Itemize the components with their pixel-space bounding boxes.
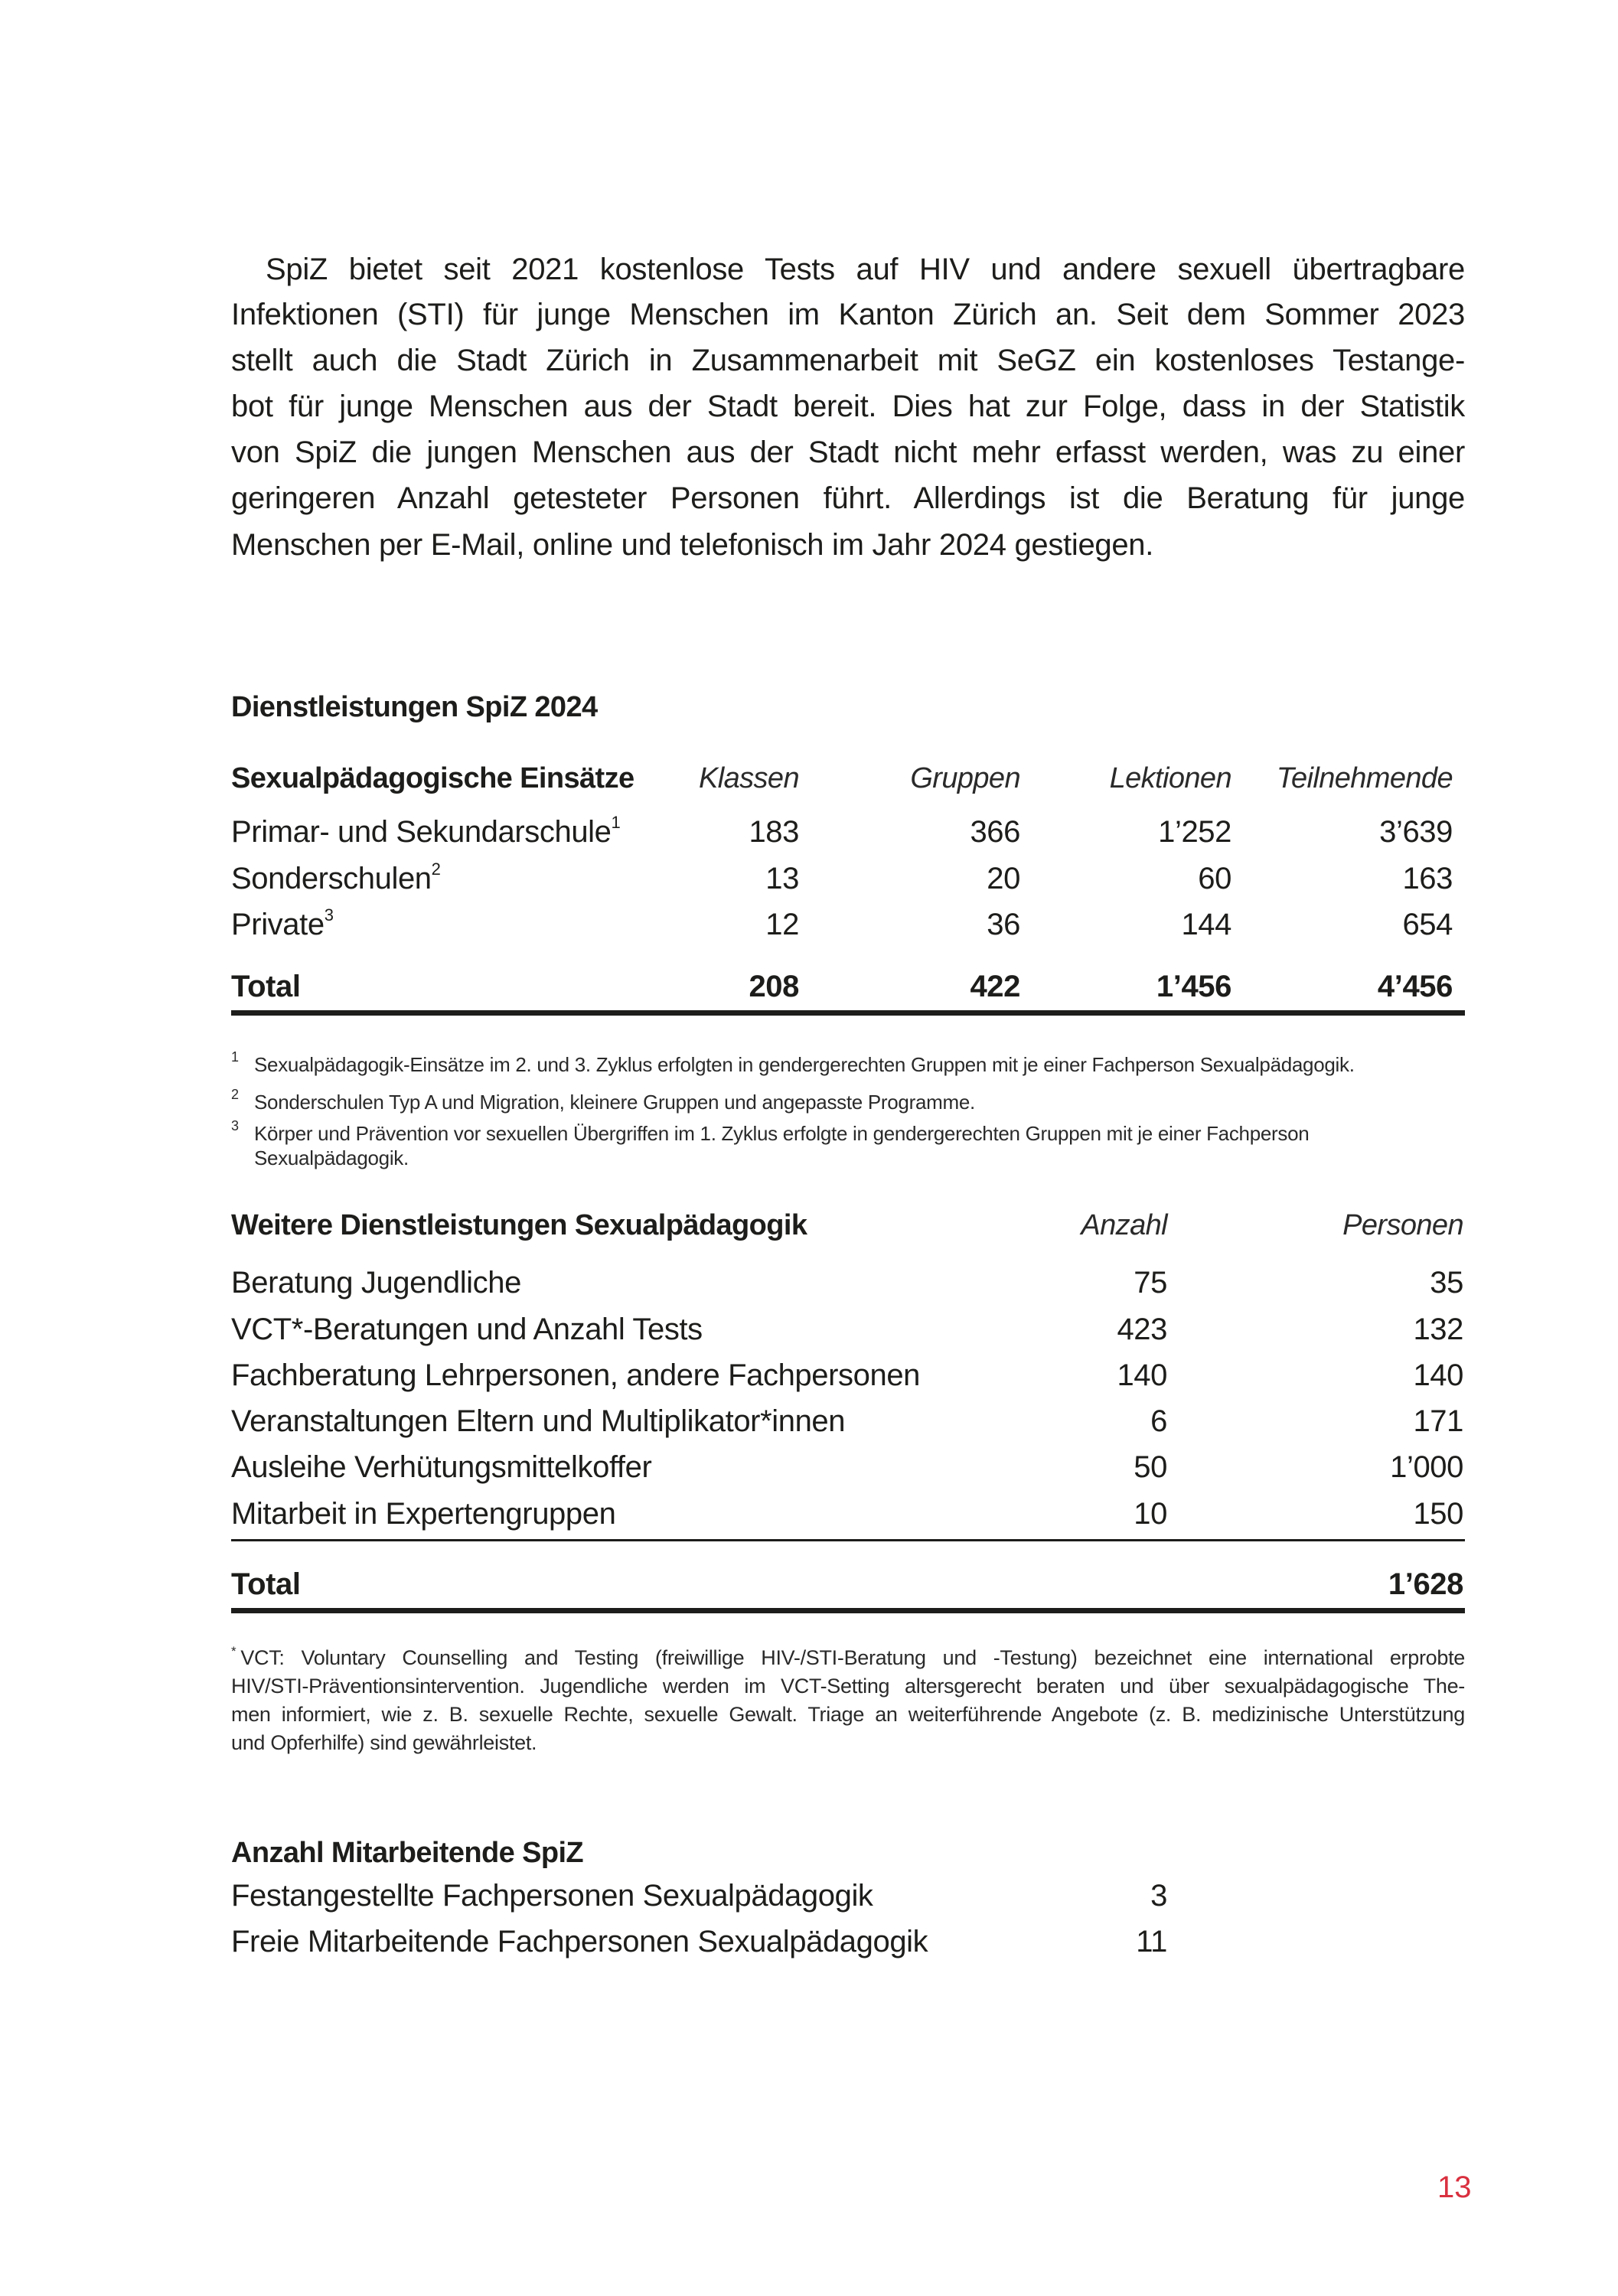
cell-anzahl: 10: [1134, 1497, 1167, 1531]
row-label: Beratung Jugendliche: [231, 1266, 521, 1300]
row-label: Mitarbeit in Expertengruppen: [231, 1497, 616, 1531]
footnote-text: Körper und Prävention vor sexuellen Übergriffen im 1. Zyklus erfolgte in gendergerechten Gruppen mit je einer Fachperson: [254, 1122, 1310, 1145]
footnote-mark: 2: [231, 1087, 239, 1102]
vct-footnote-line: HIV/STI-Präventionsintervention. Jugendliche werden im VCT-Setting altersgerecht beraten und über sexualpädagogische The-: [231, 1675, 1465, 1698]
table-row: [231, 1263, 1465, 1298]
cell-gruppen: 366: [970, 815, 1020, 849]
footnote-ref: 3: [324, 905, 334, 925]
section-title-services: Dienstleistungen SpiZ 2024: [231, 691, 598, 723]
intro-line: SpiZ bietet seit 2021 kostenlose Tests auf HIV und andere sexuell übertragbare: [266, 253, 1465, 286]
table-total-row: [231, 967, 1465, 1002]
row-label: Ausleihe Verhütungsmittelkoffer: [231, 1450, 652, 1484]
cell-gruppen: 36: [987, 908, 1020, 941]
column-header-personen: Personen: [1342, 1209, 1463, 1241]
cell-personen: 171: [1413, 1404, 1463, 1438]
total-lektionen: 1’456: [1156, 970, 1231, 1003]
cell-klassen: 12: [765, 908, 799, 941]
column-header-lektionen: Lektionen: [1109, 762, 1231, 794]
asterisk-mark: *: [231, 1644, 237, 1658]
row-label: Sonderschulen$^2$: [231, 859, 441, 895]
column-header-gruppen: Gruppen: [910, 762, 1020, 794]
footnote-mark: 1: [231, 1049, 239, 1065]
column-header-teilnehmende: Teilnehmende: [1276, 762, 1453, 794]
intro-line: geringeren Anzahl getesteter Personen führt. Allerdings ist die Beratung für junge: [231, 481, 1465, 515]
cell-personen: 1’000: [1390, 1450, 1463, 1484]
staff-label: Festangestellte Fachpersonen Sexualpädagogik: [231, 1879, 873, 1913]
cell-personen: 35: [1430, 1266, 1463, 1300]
table-row: [231, 1447, 1465, 1482]
table-row: [231, 812, 1465, 847]
cell-teilnehmende: 163: [1402, 862, 1453, 895]
intro-line: Menschen per E-Mail, online und telefonisch im Jahr 2024 gestiegen.: [231, 528, 1154, 562]
cell-lektionen: 60: [1198, 862, 1231, 895]
staff-row: [231, 1876, 1465, 1911]
table-header-label: Sexualpädagogische Einsätze: [231, 762, 634, 794]
table-total-row: [231, 1564, 1465, 1600]
table-row: [231, 1401, 1465, 1437]
row-label: Private$^3$: [231, 905, 334, 941]
cell-anzahl: 6: [1150, 1404, 1167, 1438]
staff-row: [231, 1922, 1465, 1957]
intro-line: Infektionen (STI) für junge Menschen im Kanton Zürich an. Seit dem Sommer 2023: [231, 298, 1465, 331]
total-klassen: 208: [749, 970, 799, 1003]
table-header: [231, 1205, 1465, 1240]
cell-personen: 132: [1413, 1313, 1463, 1346]
row-label: VCT*-Beratungen und Anzahl Tests: [231, 1313, 703, 1346]
table-row: [231, 1309, 1465, 1345]
row-label: Veranstaltungen Eltern und Multiplikator*innen: [231, 1404, 846, 1438]
total-rule: [231, 1608, 1465, 1613]
total-rule: [231, 1010, 1465, 1016]
intro-line: stellt auch die Stadt Zürich in Zusammenarbeit mit SeGZ ein kostenloses Testange-: [231, 344, 1465, 377]
table-row: [231, 905, 1465, 940]
total-label: Total: [231, 970, 301, 1003]
total-label: Total: [231, 1567, 301, 1601]
table-row: [231, 1355, 1465, 1391]
section-title-staff: Anzahl Mitarbeitende SpiZ: [231, 1837, 584, 1869]
cell-lektionen: 144: [1181, 908, 1231, 941]
subtotal-rule: [231, 1539, 1465, 1541]
footnote: [231, 1118, 1465, 1145]
staff-count: 11: [1136, 1925, 1167, 1958]
row-label: Fachberatung Lehrpersonen, andere Fachpersonen: [231, 1358, 921, 1392]
cell-teilnehmende: 654: [1402, 908, 1453, 941]
footnote-ref: 2: [431, 859, 441, 879]
staff-count: 3: [1150, 1879, 1167, 1913]
cell-klassen: 13: [765, 862, 799, 895]
total-gruppen: 422: [970, 970, 1020, 1003]
cell-gruppen: 20: [987, 862, 1020, 895]
cell-anzahl: 75: [1134, 1266, 1167, 1300]
total-teilnehmende: 4’456: [1377, 970, 1453, 1003]
vct-footnote-line: * VCT: Voluntary Counselling and Testing (freiwillige HIV-/STI-Beratung und -Testung) bezeichnet eine international erprobte: [231, 1644, 1465, 1669]
cell-anzahl: 50: [1134, 1450, 1167, 1484]
footnote-text: Sonderschulen Typ A und Migration, kleinere Gruppen und angepasste Programme.: [254, 1091, 975, 1114]
cell-personen: 150: [1413, 1497, 1463, 1531]
table-header: [231, 758, 1465, 793]
column-header-klassen: Klassen: [699, 762, 799, 794]
footnote-text: Sexualpädagogik.: [254, 1146, 409, 1169]
total-personen: 1’628: [1388, 1567, 1463, 1601]
table-row: [231, 859, 1465, 894]
cell-anzahl: 423: [1117, 1313, 1167, 1346]
cell-teilnehmende: 3’639: [1379, 815, 1453, 849]
footnote-text: Sexualpädagogik-Einsätze im 2. und 3. Zyklus erfolgten in gendergerechten Gruppen mit je einer Fachperson Sexualpädagogik.: [254, 1053, 1355, 1076]
cell-anzahl: 140: [1117, 1358, 1167, 1392]
footnote-continuation: [231, 1148, 1465, 1168]
vct-footnote-line: und Opferhilfe) sind gewährleistet.: [231, 1731, 537, 1754]
footnote-ref: 1: [611, 813, 621, 833]
vct-footnote-line: men informiert, wie z. B. sexuelle Rechte, sexuelle Gewalt. Triage an weiterführende Angebote (z. B. medizinische Unterstützung: [231, 1703, 1465, 1726]
cell-lektionen: 1’252: [1158, 815, 1231, 849]
staff-label: Freie Mitarbeitende Fachpersonen Sexualpädagogik: [231, 1925, 928, 1958]
table-row: [231, 1494, 1465, 1529]
cell-klassen: 183: [749, 815, 799, 849]
intro-line: von SpiZ die jungen Menschen aus der Stadt nicht mehr erfasst werden, was zu einer: [231, 435, 1465, 469]
cell-personen: 140: [1413, 1358, 1463, 1392]
page-number: 13: [1437, 2170, 1472, 2204]
column-header-anzahl: Anzahl: [1081, 1209, 1167, 1241]
footnote: [231, 1087, 1465, 1114]
table-header-label: Weitere Dienstleistungen Sexualpädagogik: [231, 1209, 807, 1241]
intro-line: bot für junge Menschen aus der Stadt bereit. Dies hat zur Folge, dass in der Statistik: [231, 390, 1465, 423]
row-label: Primar- und Sekundarschule$^1$: [231, 813, 621, 849]
footnote: [231, 1049, 1465, 1076]
footnote-mark: 3: [231, 1118, 239, 1133]
